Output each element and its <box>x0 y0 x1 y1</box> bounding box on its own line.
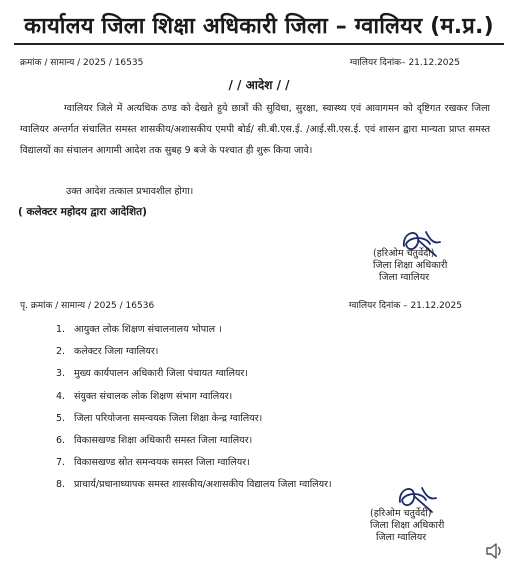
signatory-name: (हरिओम चतुर्वेदी) <box>373 248 435 259</box>
signatory-designation: जिला शिक्षा अधिकारी <box>370 520 445 531</box>
signature-block <box>373 248 447 284</box>
by-order-of-collector: ( कलेक्टर महोदय द्वारा आदेशित) <box>18 206 147 218</box>
order-body <box>20 98 490 161</box>
list-item: 7. विकासखण्ड स्रोत समन्वयक समस्त जिला ग्वालियर। <box>56 457 250 469</box>
list-item: 5. जिला परियोजना समन्वयक जिला शिक्षा केन्द्र ग्वालियर। <box>56 412 263 424</box>
header-divider <box>14 43 504 45</box>
list-item: 4. संयुक्त संचालक लोक शिक्षण संभाग ग्वालियर। <box>56 390 233 402</box>
speaker-icon[interactable] <box>484 541 504 561</box>
list-item: 2. कलेक्टर जिला ग्वालियर। <box>56 346 159 358</box>
signatory-name: (हरिओम चतुर्वेदी) <box>370 508 432 519</box>
reference-number: क्रमांक / सामान्य / 2025 / 16535 <box>20 58 144 68</box>
office-header-title: कार्यालय जिला शिक्षा अधिकारी जिला – ग्वालियर (म.प्र.) <box>24 14 494 39</box>
signatory-place: जिला ग्वालियर <box>379 272 430 283</box>
signatory-designation: जिला शिक्षा अधिकारी <box>373 260 448 271</box>
signatory-place: जिला ग्वालियर <box>376 532 427 543</box>
order-title: / / आदेश / / <box>228 78 290 92</box>
signature-block <box>370 508 444 544</box>
effective-statement: उक्त आदेश तत्काल प्रभावशील होगा। <box>66 186 194 197</box>
recipient-list <box>56 319 332 497</box>
copy-reference-number: पृ. क्रमांक / सामान्य / 2025 / 16536 <box>20 301 155 311</box>
list-item: 6. विकासखण्ड शिक्षा अधिकारी समस्त जिला ग्वालियर। <box>56 434 253 446</box>
list-item: 8. प्राचार्य/प्रधानाध्यापक समस्त शासकीय/अशासकीय विद्यालय जिला ग्वालियर। <box>56 479 332 491</box>
list-item: 3. मुख्य कार्यपालन अधिकारी जिला पंचायत ग्वालियर। <box>56 368 248 380</box>
copy-date: ग्वालियर दिनांक – 21.12.2025 <box>348 301 462 311</box>
list-item: 1. आयुक्त लोक शिक्षण संचालनालय भोपाल । <box>56 324 222 335</box>
order-date: ग्वालियर दिनांक– 21.12.2025 <box>349 58 460 68</box>
order-body-text: ग्वालियर जिले में अत्यधिक ठण्ड को देखते हुये छात्रों की सुविधा, सुरक्षा, स्वास्थ्य एवं आवागमन को दृष्टिगत रखकर जिला ग्वालियर अन्तर्गत संचालित समस्त शासकीय/अशासकीय एमपी बोर्ड/ सी.बी.एस.ई. /आई.सी.एस.ई. एवं शासन द्वारा मान्यता प्राप्त समस्त विद्यालयों का संचालन आगामी आदेश तक सुबह 9 बजे के पश्चात ही शुरू किया जावे। <box>20 103 490 156</box>
